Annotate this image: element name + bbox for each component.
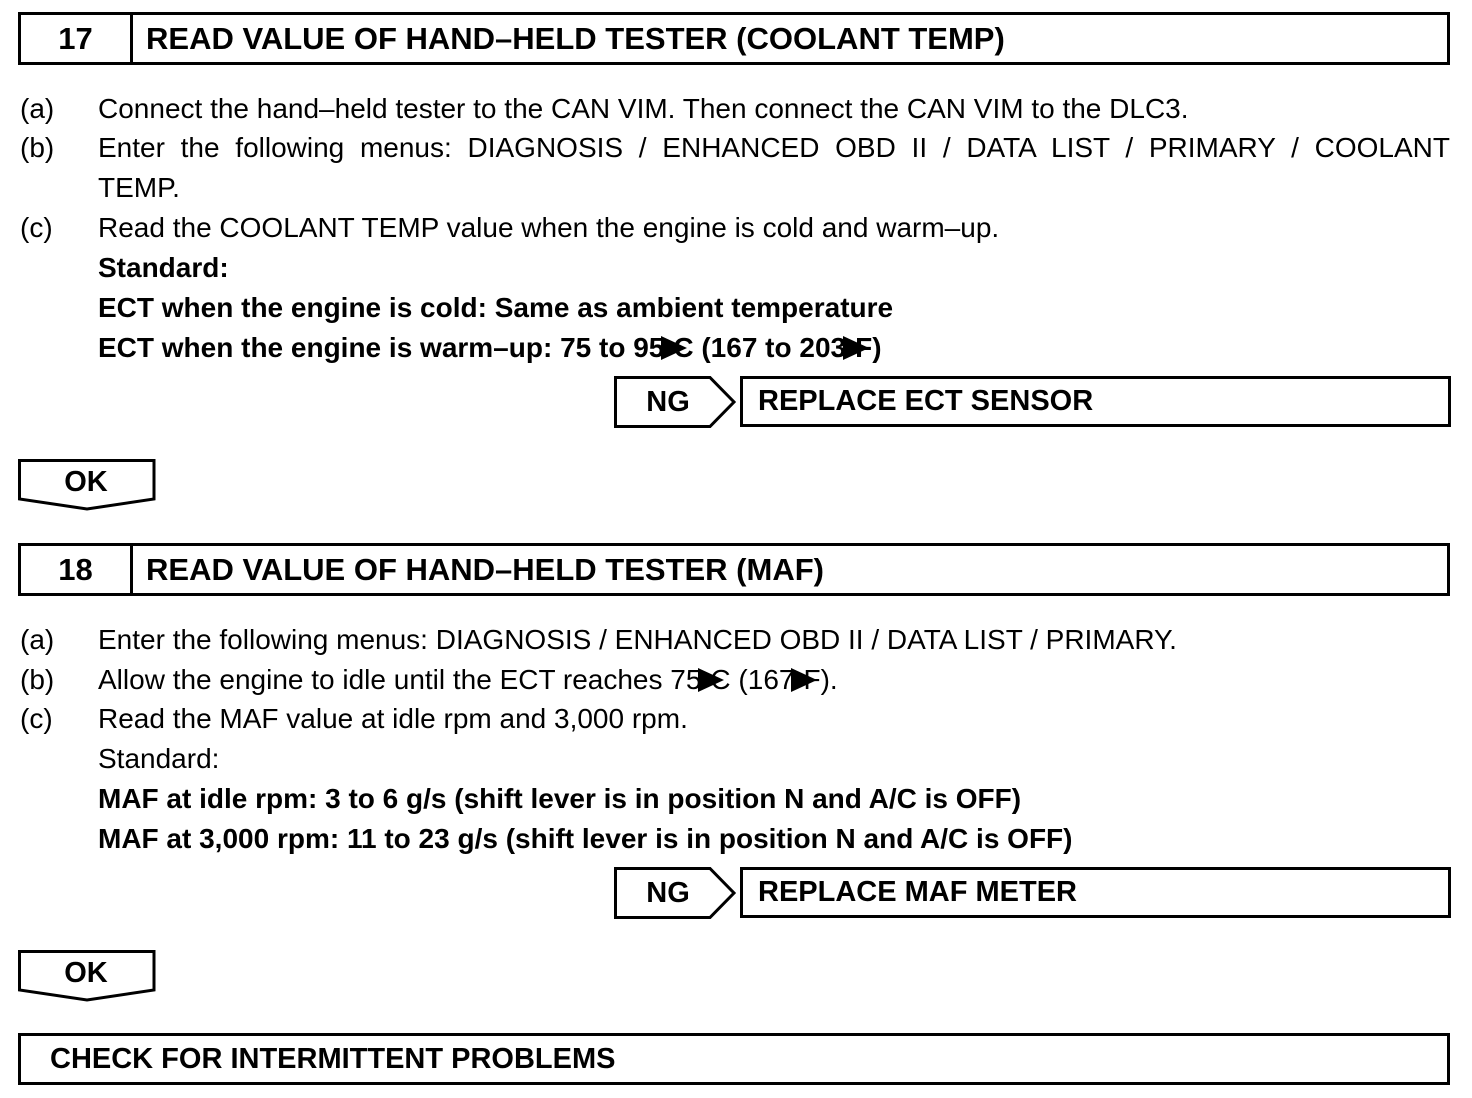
ng-label: NG — [646, 386, 690, 418]
standard-value: ECT when the engine is warm–up: 75 to 95 C (167 to 203 F) — [98, 332, 882, 363]
instruction-text: TEMP. — [98, 172, 180, 203]
step-17-header — [18, 12, 1450, 65]
standard-value: ECT when the engine is cold: Same as ambient temperature — [98, 292, 894, 323]
ng-label: NG — [646, 877, 690, 909]
standard-value: MAF at 3,000 rpm: 11 to 23 g/s (shift lever is in position N and A/C is OFF) — [98, 823, 1073, 854]
ok-label: OK — [64, 466, 108, 498]
step-number: 18 — [21, 546, 133, 593]
step-title: READ VALUE OF HAND–HELD TESTER (MAF) — [146, 551, 824, 587]
list-marker: (c) — [20, 212, 53, 243]
instruction-text: Enter the following menus: DIAGNOSIS / ENHANCED OBD II / DATA LIST / PRIMARY. — [98, 624, 1177, 655]
standard-label: Standard: — [98, 743, 220, 774]
ok-branch-marker — [18, 950, 156, 1002]
standard-label: Standard: — [98, 252, 229, 283]
ok-branch-marker — [18, 459, 156, 511]
instruction-text: Enter the following menus: DIAGNOSIS / ENHANCED OBD II / DATA LIST / PRIMARY / COOLANT — [98, 132, 1450, 163]
list-marker: (a) — [20, 624, 55, 655]
step-title: READ VALUE OF HAND–HELD TESTER (COOLANT TEMP) — [146, 20, 1005, 56]
final-action-box: CHECK FOR INTERMITTENT PROBLEMS — [18, 1033, 1450, 1085]
instruction-text: Read the MAF value at idle rpm and 3,000 rpm. — [98, 703, 688, 734]
standard-value: MAF at idle rpm: 3 to 6 g/s (shift lever is in position N and A/C is OFF) — [98, 783, 1022, 814]
ok-label: OK — [64, 957, 108, 989]
list-marker: (b) — [20, 664, 55, 695]
ng-branch-marker — [614, 376, 736, 428]
list-marker: (a) — [20, 93, 55, 124]
degree-symbol-icon — [661, 336, 687, 360]
ng-branch-marker — [614, 867, 736, 919]
step-18-header — [18, 543, 1450, 596]
step-number: 17 — [21, 15, 133, 62]
instruction-text: Read the COOLANT TEMP value when the engine is cold and warm–up. — [98, 212, 1000, 243]
list-marker: (c) — [20, 703, 53, 734]
ng-action-box: REPLACE MAF METER — [740, 867, 1451, 918]
ng-action-box: REPLACE ECT SENSOR — [740, 376, 1451, 427]
degree-symbol-icon — [698, 668, 724, 692]
instruction-text: Allow the engine to idle until the ECT reaches 75 C (167 F). — [98, 664, 838, 695]
list-marker: (b) — [20, 132, 55, 163]
degree-symbol-icon — [843, 336, 869, 360]
degree-symbol-icon — [791, 668, 817, 692]
instruction-text: Connect the hand–held tester to the CAN VIM. Then connect the CAN VIM to the DLC3. — [98, 93, 1189, 124]
